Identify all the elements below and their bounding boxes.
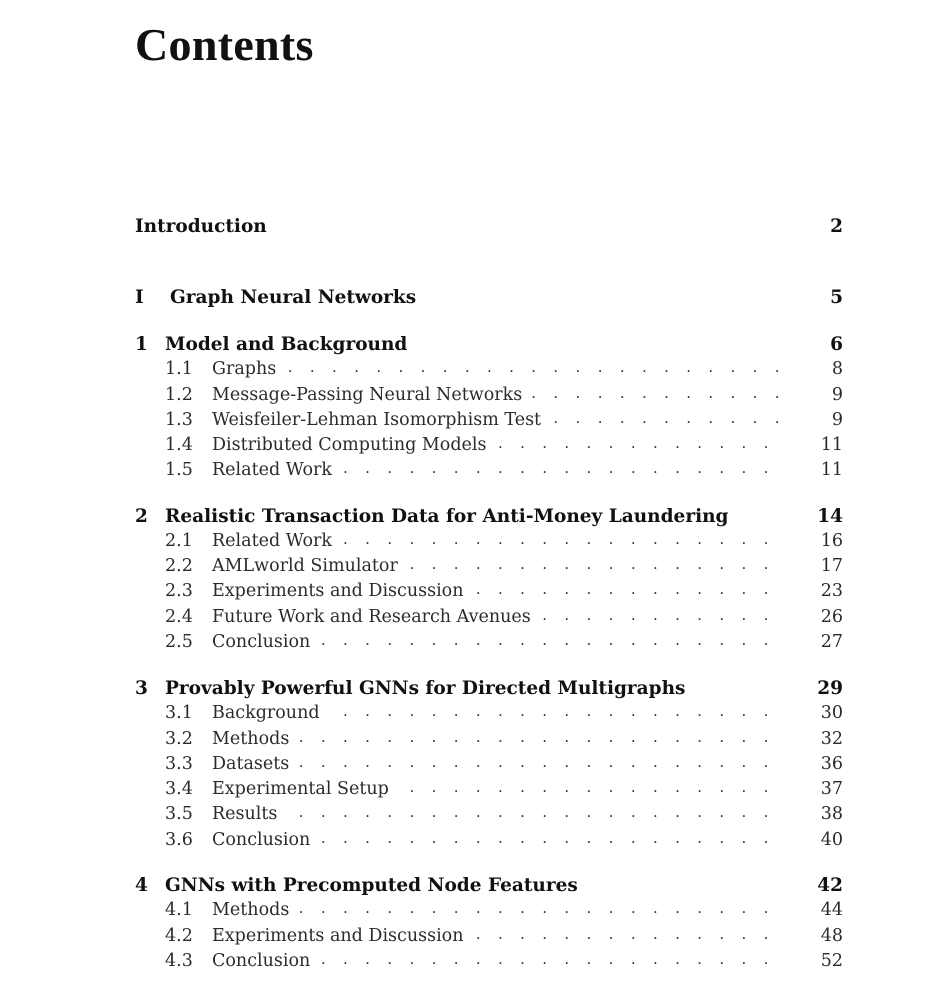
toc-entry-part[interactable] xyxy=(135,284,843,310)
section-number: 1.1 xyxy=(165,359,193,379)
chapter-label: Realistic Transaction Data for Anti-Money Laundering xyxy=(165,505,729,527)
section-label: Experiments and Discussion xyxy=(212,926,464,946)
section-number: 2.1 xyxy=(165,531,193,551)
toc-chapter[interactable] xyxy=(135,872,843,898)
toc-section[interactable] xyxy=(135,726,843,752)
section-label: Results xyxy=(212,804,278,824)
chapter-page: 14 xyxy=(817,505,843,527)
toc-chapter[interactable] xyxy=(135,675,843,701)
dot-leader xyxy=(295,899,814,921)
toc-section[interactable] xyxy=(135,432,843,458)
dot-leader xyxy=(338,459,815,481)
toc-chapter[interactable] xyxy=(135,331,843,357)
section-label: Related Work xyxy=(212,531,333,551)
dot-leader xyxy=(295,728,814,750)
toc-page xyxy=(135,0,843,995)
dot-leader xyxy=(492,434,814,456)
section-label: Related Work xyxy=(212,460,333,480)
chapter-number: 3 xyxy=(135,677,148,699)
dot-leader xyxy=(282,358,826,380)
section-number: 3.1 xyxy=(165,703,193,723)
section-number: 3.6 xyxy=(165,830,193,850)
section-number: 3.2 xyxy=(165,729,193,749)
section-page: 38 xyxy=(820,804,843,824)
section-page: 32 xyxy=(820,729,843,749)
section-label: Methods xyxy=(212,729,290,749)
section-number: 1.4 xyxy=(165,435,193,455)
toc-section[interactable] xyxy=(135,457,843,483)
chapter-page: 42 xyxy=(817,874,843,896)
section-number: 2.4 xyxy=(165,607,193,627)
section-label: Experimental Setup xyxy=(212,779,389,799)
toc-section[interactable] xyxy=(135,356,843,382)
section-page: 36 xyxy=(820,754,843,774)
chapter-label: GNNs with Precomputed Node Features xyxy=(165,874,578,896)
section-number: 3.3 xyxy=(165,754,193,774)
section-number: 2.5 xyxy=(165,632,193,652)
section-number: 4.3 xyxy=(165,951,193,971)
section-label: Background xyxy=(212,703,320,723)
toc-section[interactable] xyxy=(135,578,843,604)
section-page: 16 xyxy=(820,531,843,551)
entry-page: 2 xyxy=(830,215,843,237)
dot-leader xyxy=(528,384,826,406)
section-label: Weisfeiler-Lehman Isomorphism Test xyxy=(212,410,542,430)
section-number: 2.3 xyxy=(165,581,193,601)
section-label: Conclusion xyxy=(212,951,311,971)
section-label: Conclusion xyxy=(212,632,311,652)
section-page: 37 xyxy=(820,779,843,799)
toc-section[interactable] xyxy=(135,751,843,777)
section-number: 2.2 xyxy=(165,556,193,576)
toc-entry-introduction[interactable] xyxy=(135,213,843,239)
toc-section[interactable] xyxy=(135,528,843,554)
section-label: Datasets xyxy=(212,754,290,774)
chapter-page: 29 xyxy=(817,677,843,699)
section-page: 40 xyxy=(820,830,843,850)
section-label: Distributed Computing Models xyxy=(212,435,487,455)
section-label: Methods xyxy=(212,900,290,920)
dot-leader xyxy=(316,631,814,653)
dot-leader xyxy=(469,925,814,947)
section-page: 30 xyxy=(820,703,843,723)
chapter-label: Provably Powerful GNNs for Directed Multigraphs xyxy=(165,677,686,699)
chapter-number: 2 xyxy=(135,505,148,527)
section-label: Experiments and Discussion xyxy=(212,581,464,601)
part-number: I xyxy=(135,286,144,308)
chapter-label: Model and Background xyxy=(165,333,408,355)
section-number: 3.4 xyxy=(165,779,193,799)
section-number: 1.2 xyxy=(165,385,193,405)
section-page: 8 xyxy=(831,359,843,379)
section-number: 1.5 xyxy=(165,460,193,480)
chapter-number: 1 xyxy=(135,333,148,355)
section-number: 3.5 xyxy=(165,804,193,824)
section-page: 17 xyxy=(820,556,843,576)
entry-label: Introduction xyxy=(135,215,267,237)
toc-section[interactable] xyxy=(135,700,843,726)
toc-section[interactable] xyxy=(135,407,843,433)
toc-section[interactable] xyxy=(135,801,843,827)
section-page: 11 xyxy=(820,460,843,480)
dot-leader xyxy=(316,829,814,851)
section-page: 9 xyxy=(831,410,843,430)
toc-section[interactable] xyxy=(135,776,843,802)
dot-leader xyxy=(469,580,814,602)
part-page: 5 xyxy=(830,286,843,308)
toc-section[interactable] xyxy=(135,948,843,974)
section-page: 11 xyxy=(820,435,843,455)
chapter-page: 6 xyxy=(830,333,843,355)
toc-section[interactable] xyxy=(135,897,843,923)
toc-section[interactable] xyxy=(135,629,843,655)
toc-section[interactable] xyxy=(135,923,843,949)
section-label: AMLworld Simulator xyxy=(212,556,398,576)
toc-section[interactable] xyxy=(135,604,843,630)
section-label: Future Work and Research Avenues xyxy=(212,607,531,627)
section-page: 44 xyxy=(820,900,843,920)
dot-leader xyxy=(295,753,814,775)
toc-section[interactable] xyxy=(135,553,843,579)
dot-leader xyxy=(326,702,815,724)
section-label: Message-Passing Neural Networks xyxy=(212,385,523,405)
dot-leader xyxy=(537,606,815,628)
dot-leader xyxy=(395,778,815,800)
toc-section[interactable] xyxy=(135,827,843,853)
section-label: Graphs xyxy=(212,359,277,379)
dot-leader xyxy=(283,803,814,825)
part-label: Graph Neural Networks xyxy=(170,286,417,308)
section-page: 48 xyxy=(820,926,843,946)
toc-section[interactable] xyxy=(135,382,843,408)
section-page: 26 xyxy=(820,607,843,627)
section-page: 23 xyxy=(820,581,843,601)
dot-leader xyxy=(316,950,814,972)
dot-leader xyxy=(404,555,815,577)
section-label: Conclusion xyxy=(212,830,311,850)
section-page: 52 xyxy=(820,951,843,971)
section-page: 9 xyxy=(831,385,843,405)
dot-leader xyxy=(547,409,826,431)
toc-chapter[interactable] xyxy=(135,503,843,529)
section-page: 27 xyxy=(820,632,843,652)
dot-leader xyxy=(338,530,815,552)
section-number: 1.3 xyxy=(165,410,193,430)
section-number: 4.2 xyxy=(165,926,193,946)
page-title: Contents xyxy=(135,19,314,70)
chapter-number: 4 xyxy=(135,874,148,896)
section-number: 4.1 xyxy=(165,900,193,920)
